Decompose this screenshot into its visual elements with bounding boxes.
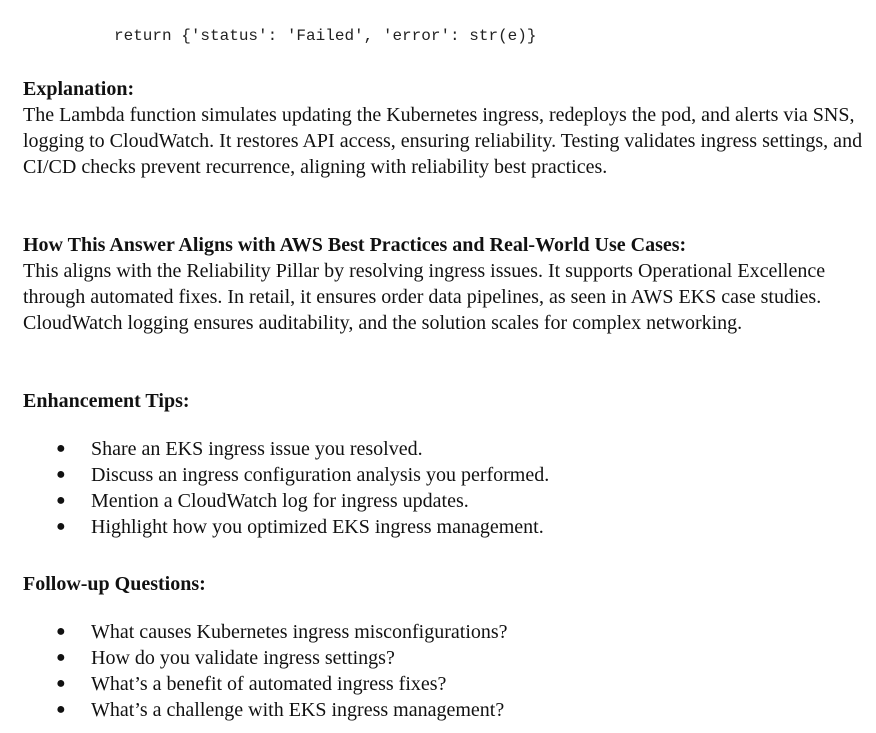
- list-item-text: What’s a challenge with EKS ingress management?: [91, 699, 505, 721]
- code-return-line: return {'status': 'Failed', 'error': str(e)}: [114, 27, 537, 45]
- best-practices-section: [23, 232, 869, 336]
- list-item-text: Discuss an ingress configuration analysis you performed.: [91, 464, 550, 486]
- list-item: [23, 436, 869, 462]
- list-item: [23, 671, 869, 697]
- best-practices-text: This aligns with the Reliability Pillar by resolving ingress issues. It supports Operational Excellence through automated fixes. In retail, it ensures order data pipelines, as seen in AWS EKS case studies. CloudWatch logging ensures auditability, and the solution scales for complex networking.: [23, 260, 826, 334]
- followup-questions-list: [23, 619, 869, 723]
- list-item-text: How do you validate ingress settings?: [91, 647, 395, 669]
- list-item-text: What causes Kubernetes ingress misconfigurations?: [91, 621, 508, 643]
- list-item: [23, 645, 869, 671]
- enhancement-tips-list: [23, 436, 869, 540]
- bullet-icon: ●: [56, 466, 66, 483]
- list-item: [23, 462, 869, 488]
- list-item-text: Share an EKS ingress issue you resolved.: [91, 438, 423, 460]
- list-item: [23, 697, 869, 723]
- list-item-text: Highlight how you optimized EKS ingress management.: [91, 516, 544, 538]
- bullet-icon: ●: [56, 675, 66, 692]
- bullet-icon: ●: [56, 440, 66, 457]
- followup-questions-section: [23, 571, 869, 723]
- list-item-text: Mention a CloudWatch log for ingress updates.: [91, 490, 469, 512]
- best-practices-heading: How This Answer Aligns with AWS Best Practices and Real-World Use Cases:: [23, 234, 687, 256]
- enhancement-tips-heading: Enhancement Tips:: [23, 390, 190, 412]
- bullet-icon: ●: [56, 701, 66, 718]
- bullet-icon: ●: [56, 492, 66, 509]
- list-item: [23, 488, 869, 514]
- list-item-text: What’s a benefit of automated ingress fixes?: [91, 673, 447, 695]
- bullet-icon: ●: [56, 649, 66, 666]
- list-item: [23, 619, 869, 645]
- explanation-section: [23, 76, 869, 180]
- followup-questions-heading: Follow-up Questions:: [23, 573, 206, 595]
- explanation-heading: Explanation:: [23, 78, 135, 100]
- list-item: [23, 514, 869, 540]
- explanation-text: The Lambda function simulates updating the Kubernetes ingress, redeploys the pod, and alerts via SNS, logging to CloudWatch. It restores API access, ensuring reliability. Testing validates ingress settings, and CI/CD checks prevent recurrence, aligning with reliability best practices.: [23, 104, 863, 178]
- enhancement-tips-section: [23, 388, 869, 540]
- bullet-icon: ●: [56, 623, 66, 640]
- bullet-icon: ●: [56, 518, 66, 535]
